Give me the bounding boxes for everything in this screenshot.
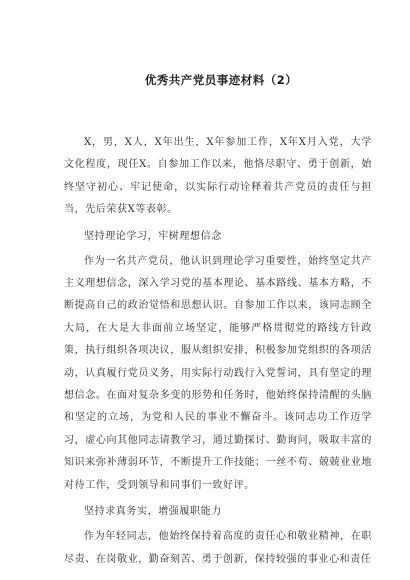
section-heading-practice: 坚持求真务实，增强履职能力: [84, 506, 222, 518]
section-body-theory: 作为一名共产党员，他认识到理论学习重要性，始终坚定共产主义理想信念，深入学习党的基本理论、基本路线、基本方略，不断提高自己的政治觉悟和思想认识。自参加工作以来，该同志顾全大局，在大是大非面前立场坚定，能够严格贯彻党的路线方针政策，执行组织各项决议，服从组织安排，积极参加党组织的各项活动，认真履行党员义务，用实际行动践行入党誓词，具有坚定的理想信念。在面对复杂多变的形势和任务时，他始终保持清醒的头脑和坚定的立场，为党和人民的事业不懈奋斗。该同志功工作迈学习，虚心向其他同志请教学习，通过勤探讨、勤询问，吸取丰富的知识来弥补薄弱环节，不断提升工作技能；一丝不苟、兢兢业业地对待工作，受到领导和同事们一致好评。: [64, 255, 372, 491]
document-title: 优秀共产党员事迹材料（2）: [144, 73, 298, 87]
section-body-practice: 作为年轻同志，他始终保持着高度的责任心和敬业精神，在职尽责、在岗敬业，勤奋刻苦、勇于创新，保持较强的事业心和责任: [64, 531, 372, 565]
intro-paragraph: X，男，X人，X年出生，X年参加工作，X年X月入党，大学文化程度，现任X。自参加工作以来，他恪尽职守、勇于创新，始终坚守初心、牢记使命，以实际行动诠释着共产党员的责任与担当，先后荣获X等表彰。: [64, 137, 372, 216]
section-heading-theory: 坚持理论学习，牢树理想信念: [84, 230, 222, 242]
